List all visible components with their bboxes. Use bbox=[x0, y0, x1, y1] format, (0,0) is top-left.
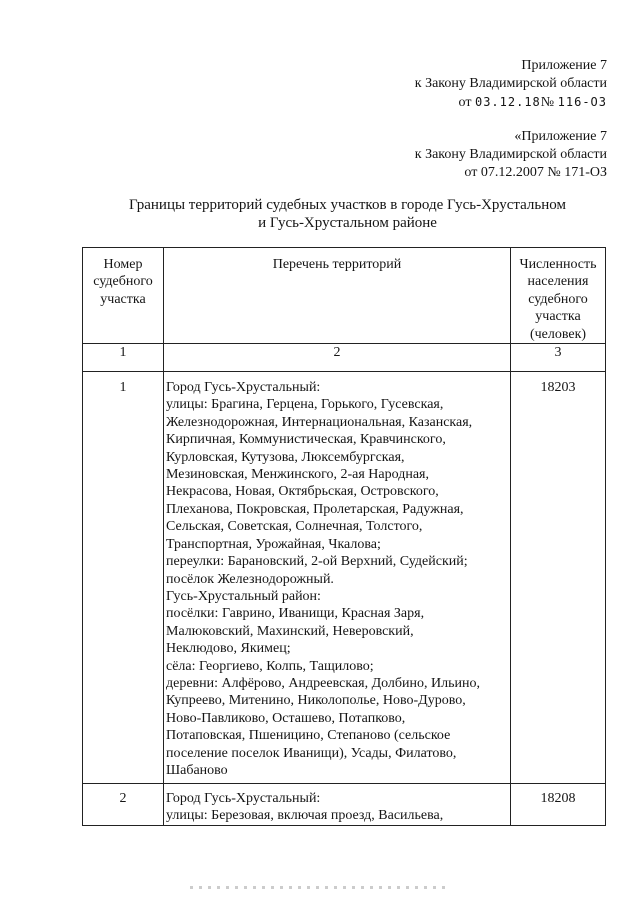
district-number: 2 bbox=[83, 784, 164, 826]
handwritten-date: 03.12.18 bbox=[474, 95, 541, 109]
law-reference: к Закону Владимирской области bbox=[414, 76, 607, 91]
table-header-row bbox=[83, 248, 606, 344]
handwritten-number: 116-ОЗ bbox=[557, 95, 607, 109]
original-law-reference: к Закону Владимирской области bbox=[414, 147, 607, 162]
population-count: 18203 bbox=[511, 372, 606, 784]
number-sign: № bbox=[540, 95, 555, 110]
table-row bbox=[83, 784, 606, 826]
document-title bbox=[70, 196, 625, 232]
title-line-2: и Гусь-Хрустальном районе bbox=[258, 215, 437, 231]
title-line-1: Границы территорий судебных участков в городе Гусь-Хрустальном bbox=[129, 197, 566, 213]
original-law-date: от 07.12.2007 № 171-ОЗ bbox=[464, 165, 607, 180]
appendix-header bbox=[415, 57, 607, 112]
header-population: Численность населения судебного участка (человек) bbox=[511, 248, 606, 344]
population-count: 18208 bbox=[511, 784, 606, 826]
district-number: 1 bbox=[83, 372, 164, 784]
header-district-number: Номер судебного участка bbox=[83, 248, 164, 344]
original-appendix-label: «Приложение 7 bbox=[514, 129, 607, 144]
table-row bbox=[83, 372, 606, 784]
law-date-line bbox=[415, 93, 607, 112]
territory-list: Город Гусь-Хрустальный: улицы: Брагина, Герцена, Горького, Гусевская, Железнодорожная, Интернациональная, Казанская, Кирпичная, Коммунистическая, Кравчинского, Курловская, Кутузова, Люксембургская, Мезиновская, Менжинского, 2-ая Народная, Некрасова, Новая, Октябрьская, Островского, Плеханова, Покровская, Пролетарская, Радужная, Сельская, Советская, Солнечная, Толстого, Транспортная, Урожайная, Чкалова; переулки: Барановский, 2-ой Верхний, Судейский; посёлок Железнодорожный. Гусь-Хрустальный район: посёлки: Гаврино, Иванищи, Красная Заря, Малюковский, Махинский, Неверовский, Неклюдово, Якимец; сёла: Георгиево, Колпь, Тащилово; деревни: Алфёрово, Андреевская, Долбино, Ильино, Купреево, Митенино, Николополье, Ново-Дурово, Ново-Павликово, Осташево, Потапково, Потаповская, Пшеницино, Степаново (сельское поселение поселок Иванищи), Усады, Филатово, Шабаново bbox=[164, 372, 511, 784]
territory-list: Город Гусь-Хрустальный: улицы: Березовая, включая проезд, Васильева, bbox=[164, 784, 511, 826]
court-districts-table bbox=[82, 247, 606, 826]
column-number: 3 bbox=[511, 344, 606, 372]
date-prefix: от bbox=[458, 95, 472, 110]
column-number: 2 bbox=[164, 344, 511, 372]
original-appendix-header bbox=[415, 128, 607, 182]
column-number: 1 bbox=[83, 344, 164, 372]
scan-artifact bbox=[190, 886, 450, 889]
header-territories: Перечень территорий bbox=[164, 248, 511, 344]
appendix-label: Приложение 7 bbox=[521, 58, 607, 73]
column-number-row bbox=[83, 344, 606, 372]
